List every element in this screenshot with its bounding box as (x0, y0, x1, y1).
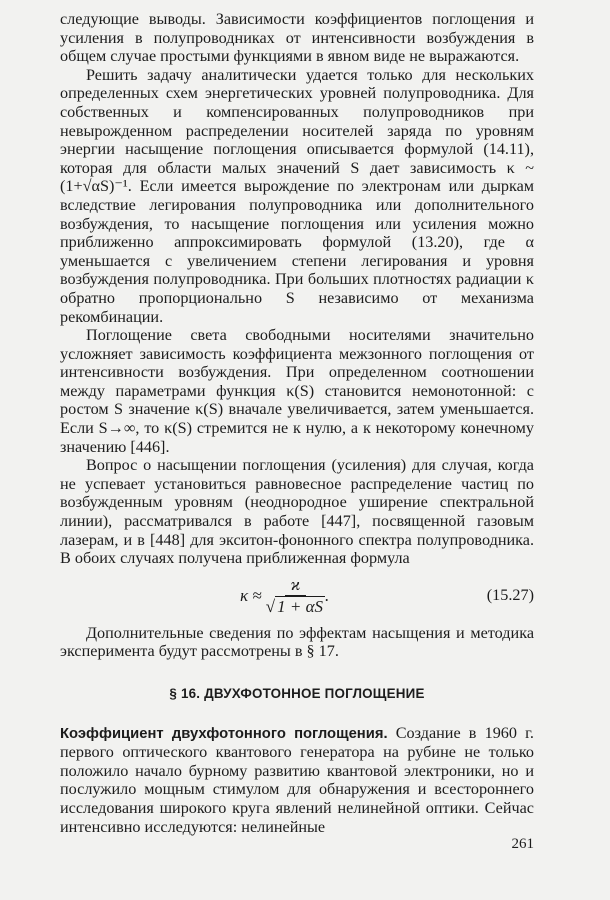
subheading: Коэффициент двухфотонного поглощения. (60, 725, 388, 742)
equation-15-27 (60, 570, 534, 624)
paragraph-3: Поглощение света свободными носителями значительно усложняет зависимость коэффициента межзонного поглощения от интенсивности возбуждения. При определенном соотношении между параметрами функция κ(S) становится немонотонной: с ростом S значение κ(S) вначале увеличивается, затем уменьшается. Если S→∞, то κ(S) стремится не к нулю, а к некоторому конечному значению [446]. (60, 326, 534, 456)
paragraph-2: Решить задачу аналитически удается только для нескольких определенных схем энергетических уровней полупроводника. Для собственных и компенсированных полупроводников при невырожденном распределении носителей заряда по уровням энергии насыщение поглощения описывается формулой (14.11), которая для области малых значений S дает зависимость κ ~ (1+√αS)⁻¹. Если имеется вырождение по электронам или дыркам вследствие легирования полупроводника или дополнительного возбуждения, то насыщение поглощения или усиления можно приближенно аппроксимировать формулой (13.20), где α уменьшается с увеличением степени легирования и уровня возбуждения полупроводника. При больших плотностях радиации κ обратно пропорционально S независимо от механизма рекомбинации. (60, 65, 534, 326)
equation-number: (15.27) (486, 585, 534, 604)
formula-fraction (266, 576, 325, 617)
formula-denominator (266, 596, 325, 617)
formula-numerator: ϰ (285, 576, 307, 597)
sqrt-radicand: 1 + αS (277, 597, 323, 617)
section-16-text: Создание в 1960 г. первого оптического квантового генератора на рубине не только положило начало бурному развитию квантовой электроники, но и послужило мощным стимулом для обнаружения и всестороннего исследования широкого круга явлений нелинейной оптики. Сейчас интенсивно исследуются: нелинейные (60, 723, 534, 836)
formula-expression (240, 576, 329, 617)
page-number: 261 (511, 836, 534, 852)
section-title: § 16. ДВУХФОТОННОЕ ПОГЛОЩЕНИЕ (169, 686, 425, 701)
paragraph-section-16 (60, 724, 534, 837)
formula-lhs: κ ≈ (240, 586, 262, 606)
paragraph-4: Вопрос о насыщении поглощения (усиления) для случая, когда не успевает установиться равновесное распределение частиц по возбужденным уровням (неоднородное уширение спектральной линии), рассматривался в работе [447], посвященной газовым лазерам, и в [448] для экситон-фононного спектра полупроводника. В обоих случаях получена приближенная формула (60, 456, 534, 568)
formula-period: . (325, 586, 330, 606)
sqrt-sign: √ (265, 597, 276, 617)
paragraph-after-formula: Дополнительные сведения по эффектам насыщения и методика эксперимента будут рассмотрены в § 17. (60, 623, 534, 661)
paragraph-1: следующие выводы. Зависимости коэффициентов поглощения и усиления в полупроводниках от интенсивности возбуждения в общем случае простыми функциями в явном виде не выражаются. (60, 10, 534, 66)
page-body (60, 10, 534, 836)
